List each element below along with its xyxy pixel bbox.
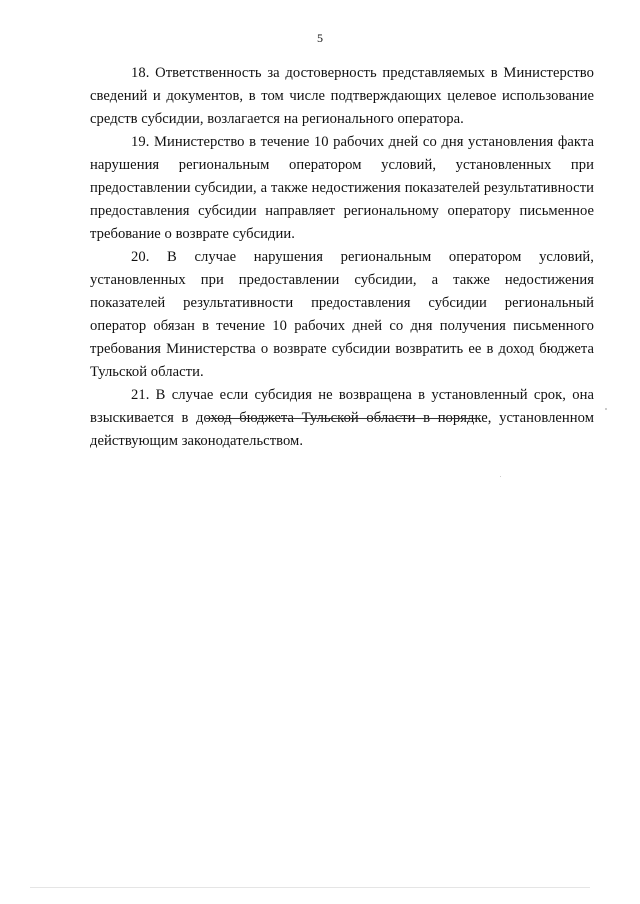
paragraph-21: 21. В случае если субсидия не возвращена в установленный срок, она взыскивается в доход бюджета Тульской области в порядке, установленном действующим законодательством. <box>90 387 594 449</box>
scan-speck <box>500 476 501 477</box>
document-body <box>90 62 594 453</box>
paragraph-20: 20. В случае нарушения региональным оператором условий, установленных при предоставлении субсидии, а также недостижения показателей результативности предоставления субсидии региональный оператор обязан в течение 10 рабочих дней со дня получения письменного требования Министерства о возврате субсидии возвратить ее в доход бюджета Тульской области. <box>90 249 594 380</box>
paragraph-19: 19. Министерство в течение 10 рабочих дней со дня установления факта нарушения региональным оператором условий, установленных при предоставлении субсидии, а также недостижения показателей результативности предоставления субсидии направляет региональному оператору письменное требование о возврате субсидии. <box>90 134 594 242</box>
scan-speck <box>605 408 607 410</box>
end-separator-line <box>206 418 480 419</box>
paragraph-18: 18. Ответственность за достоверность представляемых в Министерство сведений и документов, в том числе подтверждающих целевое использование средств субсидии, возлагается на регионального оператора. <box>90 65 594 127</box>
scan-edge-artifact <box>30 887 590 888</box>
page-number: 5 <box>317 31 323 45</box>
